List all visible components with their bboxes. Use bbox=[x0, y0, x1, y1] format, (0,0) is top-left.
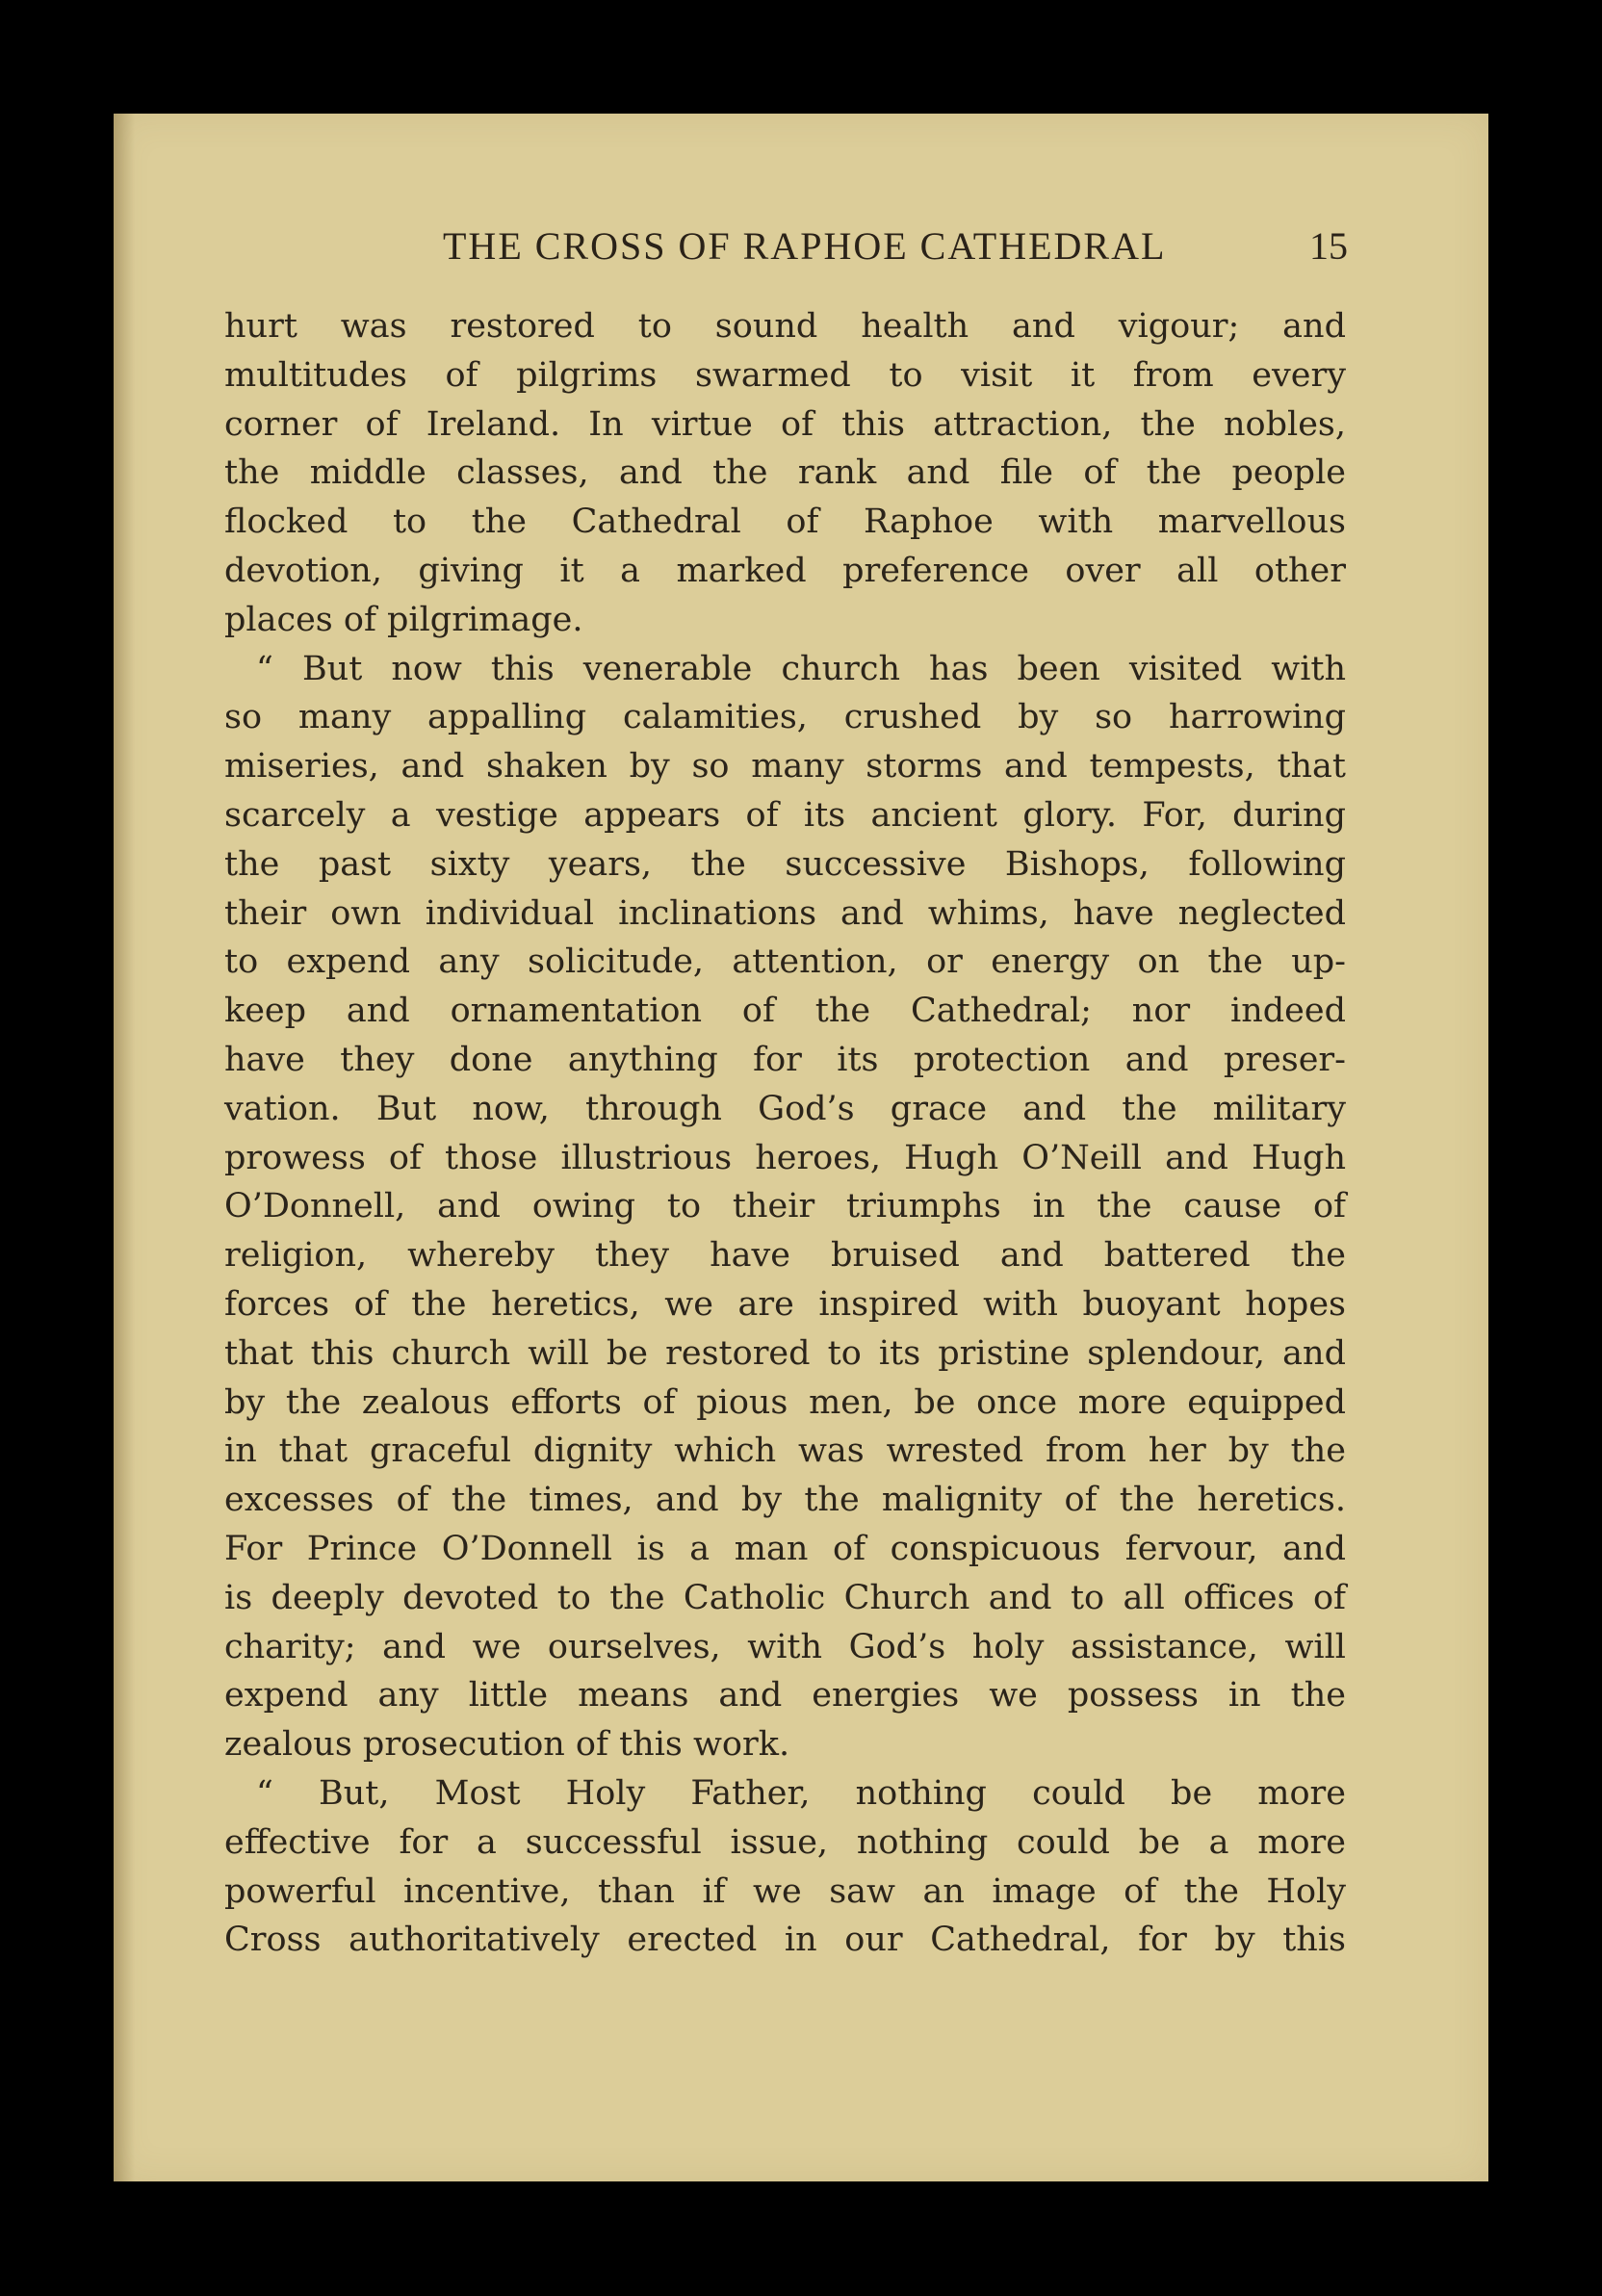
text-line: multitudes of pilgrims swarmed to visit it from every bbox=[224, 355, 1346, 395]
text-line: vation. But now, through God’s grace and the military bbox=[224, 1089, 1346, 1128]
text-line: flocked to the Cathedral of Raphoe with marvellous bbox=[224, 503, 1346, 542]
text-line: devotion, giving it a marked preference over all other bbox=[224, 551, 1346, 590]
text-line: the middle classes, and the rank and file of the people bbox=[224, 453, 1346, 493]
text-line: forces of the heretics, we are inspired with buoyant hopes bbox=[224, 1284, 1346, 1324]
binding-shadow bbox=[114, 114, 135, 2181]
body-text bbox=[224, 302, 1346, 1965]
text-line: “ But now this venerable church has been visited with bbox=[256, 649, 1346, 688]
text-line: keep and ornamentation of the Cathedral; nor indeed bbox=[224, 992, 1346, 1031]
text-line: corner of Ireland. In virtue of this attraction, the nobles, bbox=[224, 404, 1346, 444]
text-line: to expend any solicitude, attention, or energy on the up- bbox=[224, 942, 1346, 982]
text-line: hurt was restored to sound health and vigour; and bbox=[224, 307, 1346, 346]
text-line: charity; and we ourselves, with God’s holy assistance, will bbox=[224, 1627, 1346, 1666]
text-line: religion, whereby they have bruised and battered the bbox=[224, 1236, 1346, 1276]
text-line: O’Donnell, and owing to their triumphs in the cause of bbox=[224, 1187, 1346, 1226]
text-line: expend any little means and energies we possess in the bbox=[224, 1676, 1346, 1716]
text-line: zealous prosecution of this work. bbox=[224, 1725, 790, 1765]
text-line: miseries, and shaken by so many storms and tempests, that bbox=[224, 747, 1346, 787]
book-page bbox=[114, 114, 1488, 2181]
text-line: have they done anything for its protection and preser- bbox=[224, 1040, 1346, 1079]
text-line: effective for a successful issue, nothing could be a more bbox=[224, 1822, 1346, 1862]
text-line: in that graceful dignity which was wrested from her by the bbox=[224, 1432, 1346, 1471]
text-line: that this church will be restored to its pristine splendour, and bbox=[224, 1333, 1346, 1373]
text-line: by the zealous efforts of pious men, be once more equipped bbox=[224, 1382, 1346, 1422]
text-line: is deeply devoted to the Catholic Church and to all offices of bbox=[224, 1578, 1346, 1617]
text-line: so many appalling calamities, crushed by so harrowing bbox=[224, 698, 1346, 737]
text-line: scarcely a vestige appears of its ancient glory. For, during bbox=[224, 795, 1346, 835]
text-line: powerful incentive, than if we saw an image of the Holy bbox=[224, 1871, 1346, 1911]
text-line: Cross authoritatively erected in our Cathedral, for by this bbox=[224, 1921, 1346, 1960]
text-line: prowess of those illustrious heroes, Hugh O’Neill and Hugh bbox=[224, 1138, 1346, 1177]
text-line: places of pilgrimage. bbox=[224, 600, 583, 639]
text-line: excesses of the times, and by the malignity of the heretics. bbox=[224, 1481, 1346, 1520]
page-number: 15 bbox=[1309, 224, 1348, 268]
text-line: “ But, Most Holy Father, nothing could be more bbox=[256, 1773, 1346, 1813]
page-header bbox=[327, 216, 1348, 277]
text-line: For Prince O’Donnell is a man of conspicuous fervour, and bbox=[224, 1529, 1346, 1568]
text-line: their own individual inclinations and whims, have neglected bbox=[224, 893, 1346, 933]
running-title: THE CROSS OF RAPHOE CATHEDRAL bbox=[443, 224, 1167, 268]
text-line: the past sixty years, the successive Bishops, following bbox=[224, 844, 1346, 884]
